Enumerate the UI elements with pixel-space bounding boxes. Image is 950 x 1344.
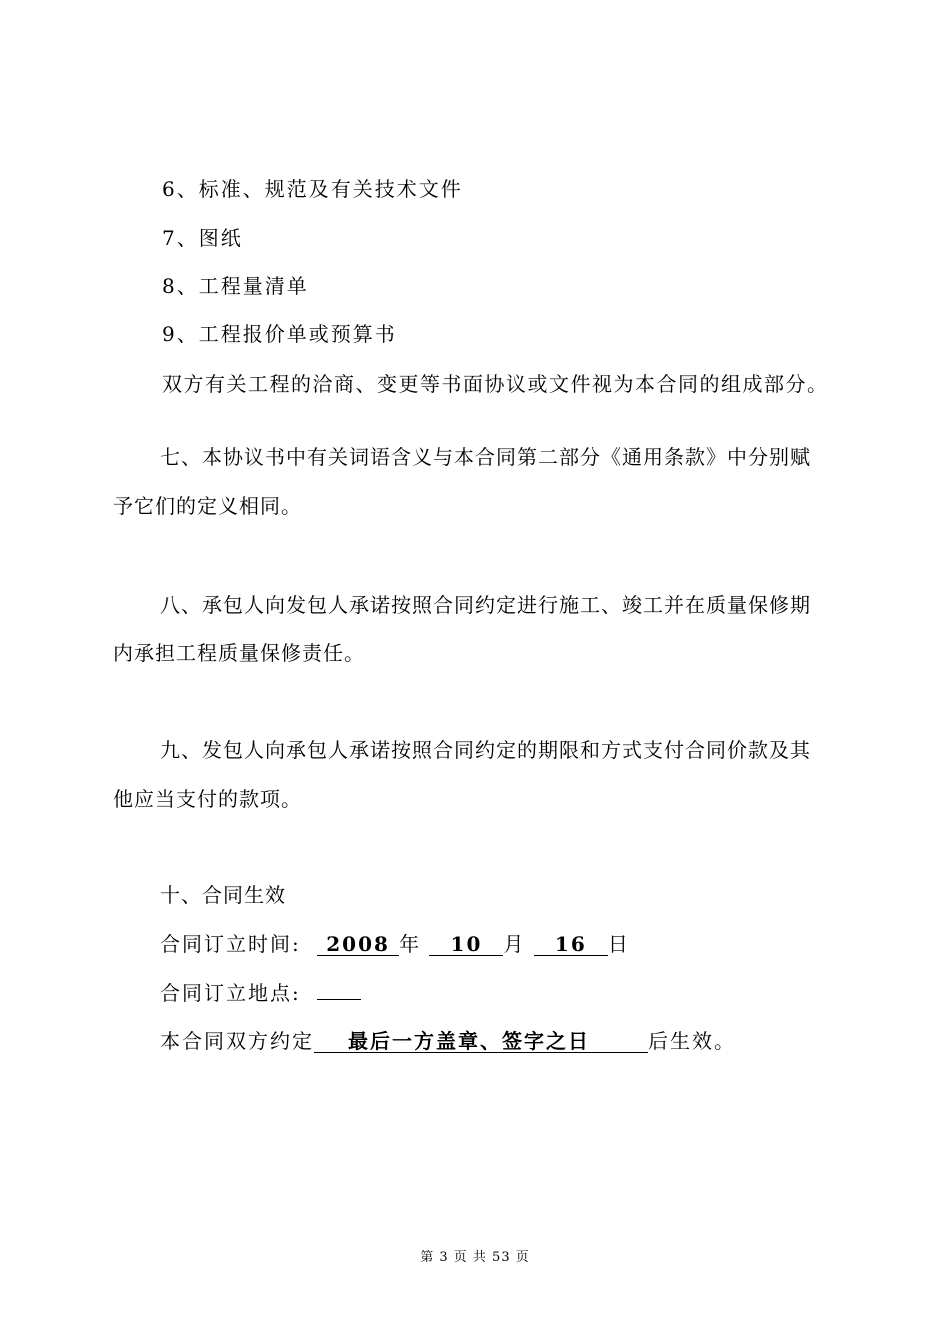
month-unit: 月 — [503, 932, 526, 956]
clause-10-heading: 十、合同生效 — [160, 883, 286, 907]
date-label: 合同订立时间: — [160, 932, 301, 956]
year-unit: 年 — [399, 932, 422, 956]
list-item: 8、工程量清单 — [162, 274, 309, 298]
place-field — [317, 999, 361, 1000]
clause-7-line-1: 七、本协议书中有关词语含义与本合同第二部分《通用条款》中分别赋 — [160, 445, 811, 469]
place-label: 合同订立地点: — [160, 981, 301, 1005]
clause-9-line-1: 九、发包人向承包人承诺按照合同约定的期限和方式支付合同价款及其 — [160, 738, 811, 762]
clause-8-line-1: 八、承包人向发包人承诺按照合同约定进行施工、竣工并在质量保修期 — [160, 593, 811, 617]
clause-7-line-2: 予它们的定义相同。 — [113, 494, 302, 518]
list-item: 7、图纸 — [162, 226, 243, 250]
effect-suffix: 后生效。 — [648, 1029, 736, 1053]
list-item: 6、标准、规范及有关技术文件 — [162, 177, 463, 201]
list-item: 9、工程报价单或预算书 — [162, 322, 397, 346]
effect-condition-field: 最后一方盖章、签字之日 — [314, 1030, 648, 1053]
effect-prefix: 本合同双方约定 — [160, 1029, 314, 1053]
paragraph-text: 双方有关工程的洽商、变更等书面协议或文件视为本合同的组成部分。 — [162, 372, 829, 396]
month-field: 10 — [429, 933, 503, 956]
year-field: 2008 — [317, 933, 399, 956]
contract-place-row — [160, 977, 361, 1006]
page-footer: 第 3 页 共 53 页 — [420, 1250, 530, 1265]
clause-8-line-2: 内承担工程质量保修责任。 — [113, 641, 365, 665]
effective-row — [160, 1025, 736, 1054]
day-unit: 日 — [607, 932, 630, 956]
contract-date-row — [160, 928, 630, 957]
day-field: 16 — [534, 933, 608, 956]
clause-9-line-2: 他应当支付的款项。 — [113, 787, 302, 811]
